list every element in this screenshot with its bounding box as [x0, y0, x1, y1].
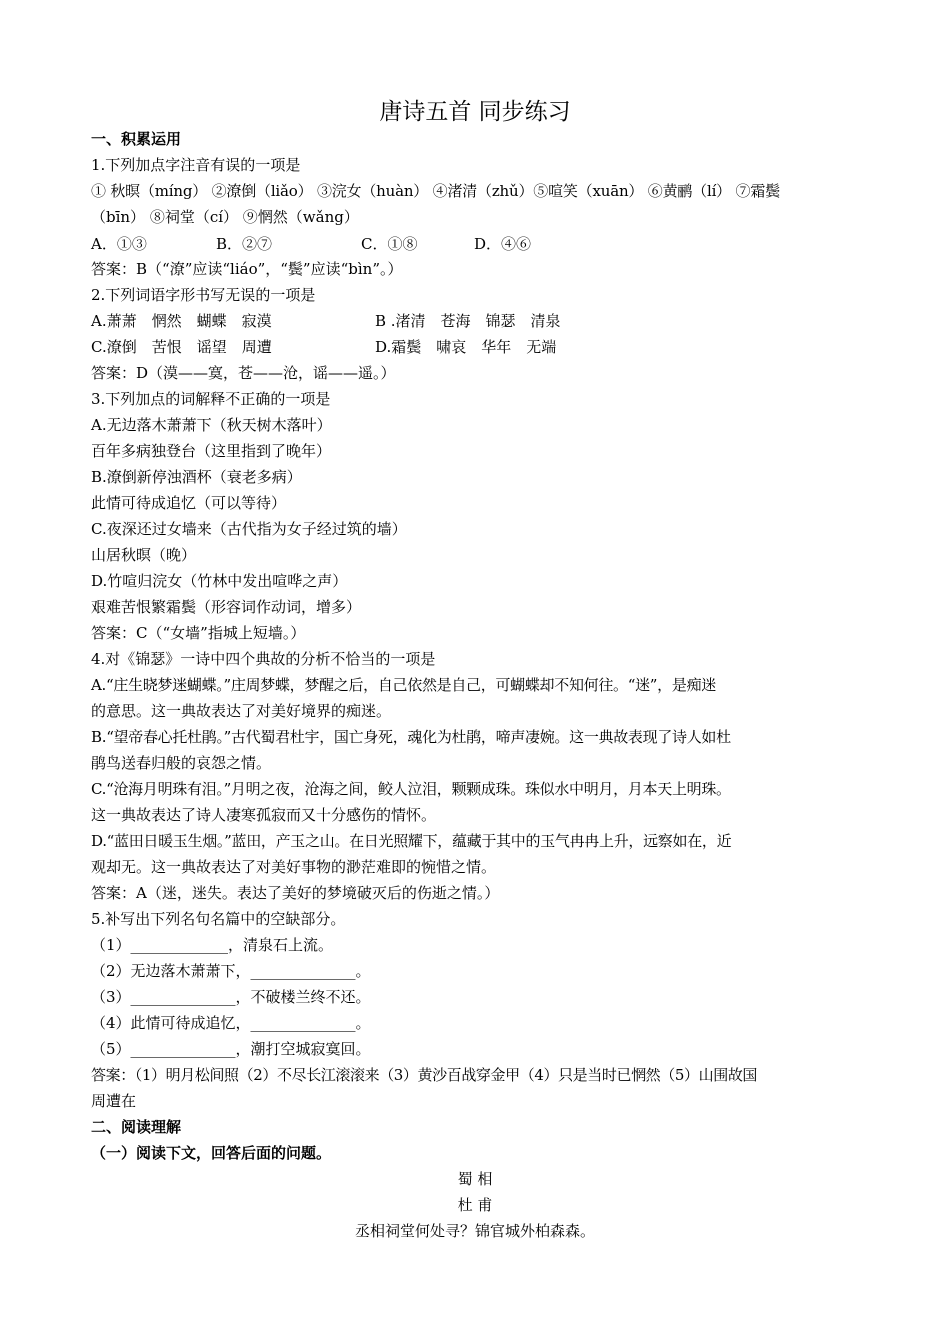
poem-line: 丞相祠堂何处寻？锦官城外柏森森。: [354, 1222, 595, 1240]
q5-blank-line: （1）_____________，清泉石上流。: [91, 936, 334, 954]
q4-line: B.“望帝春心托杜鹃。”古代蜀君杜宇，国亡身死，魂化为杜鹃，啼声凄婉。这一典故表现了诗人如杜: [91, 728, 731, 746]
q4-line: 鹃鸟送春归般的哀怨之情。: [91, 754, 272, 772]
q5-answer-cont: 周遭在: [91, 1092, 137, 1110]
q2-option-a: A.萧萧 惘然 蝴蝶 寂漠: [91, 312, 272, 330]
q3-answer: 答案：C（“女墙”指城上短墙。）: [91, 624, 306, 642]
q1-line-2: （bīn） ⑧祠堂（cí） ⑨惘然（wǎng）: [91, 208, 359, 226]
q4-line: 观却无。这一典故表达了对美好事物的渺茫难即的惋惜之情。: [91, 858, 497, 876]
q2-option-c: C.潦倒 苦恨 谣望 周遭: [91, 338, 272, 356]
q1-option-d: D．④⑥: [474, 235, 532, 253]
poem-author: 杜 甫: [457, 1196, 493, 1214]
section-heading-1: 一、积累运用: [91, 130, 182, 148]
q1-option-a: A．①③: [91, 235, 147, 253]
q4-answer: 答案：A（迷，迷失。表达了美好的梦境破灭后的伤逝之情。）: [91, 884, 500, 902]
q1-option-c: C．①⑧: [361, 235, 418, 253]
section-heading-2: 二、阅读理解: [91, 1118, 182, 1136]
q5-answer: 答案：（1）明月松间照（2）不尽长江滚滚来（3）黄沙百战穿金甲（4）只是当时已惘然（5）山围故国: [91, 1066, 758, 1084]
q2-answer: 答案：D（漠——寞，苍——沧，谣——遥。）: [91, 364, 396, 382]
q4-line: C.“沧海月明珠有泪。”月明之夜，沧海之间，鲛人泣泪，颗颗成珠。珠似水中明月，月本天上明珠。: [91, 780, 731, 798]
q1-stem: 1.下列加点字注音有误的一项是: [91, 156, 301, 174]
q5-blank-line: （3）______________，不破楼兰终不还。: [91, 988, 371, 1006]
q3-line: A.无边落木萧萧下（秋天树木落叶）: [91, 416, 332, 434]
q4-stem: 4.对《锦瑟》一诗中四个典故的分析不恰当的一项是: [91, 650, 436, 668]
q2-stem: 2.下列词语字形书写无误的一项是: [91, 286, 316, 304]
q3-line: 艰难苦恨繁霜鬓（形容词作动词，增多）: [91, 598, 362, 616]
q5-stem: 5.补写出下列名句名篇中的空缺部分。: [91, 910, 346, 928]
q2-option-d: D.霜鬓 啸哀 华年 无端: [375, 338, 557, 356]
q1-answer: 答案：B（“潦”应读“liáo”，“鬓”应读“bìn”。）: [91, 260, 403, 278]
poem-title: 蜀 相: [457, 1170, 493, 1188]
q4-line: 的意思。这一典故表达了对美好境界的痴迷。: [91, 702, 392, 720]
q3-stem: 3.下列加点的词解释不正确的一项是: [91, 390, 331, 408]
subsection-heading: （一）阅读下文，回答后面的问题。: [91, 1144, 332, 1162]
q2-option-b: B .渚清 苍海 锦瑟 清泉: [375, 312, 561, 330]
q4-line: A.“庄生晓梦迷蝴蝶。”庄周梦蝶，梦醒之后，自己依然是自己，可蝴蝶却不知何往。“迷”，是痴迷: [91, 676, 716, 694]
document-title: 唐诗五首 同步练习: [379, 99, 571, 125]
q3-line: 百年多病独登台（这里指到了晚年）: [91, 442, 332, 460]
q5-blank-line: （4）此情可待成追忆，______________。: [91, 1014, 371, 1032]
q4-line: 这一典故表达了诗人凄寒孤寂而又十分感伤的情怀。: [91, 806, 437, 824]
q1-option-b: B．②⑦: [216, 235, 273, 253]
q5-blank-line: （5）______________，潮打空城寂寞回。: [91, 1040, 371, 1058]
q3-line: D.竹喧归浣女（竹林中发出喧哗之声）: [91, 572, 348, 590]
q1-line-1: ① 秋暝（míng） ②潦倒（liǎo） ③浣女（huàn） ④渚清（zhǔ）⑤喧笑（xuān） ⑥黄鹂（lí） ⑦霜鬓: [91, 182, 780, 200]
q3-line: B.潦倒新停浊酒杯（衰老多病）: [91, 468, 302, 486]
q3-line: 此情可待成追忆（可以等待）: [91, 494, 287, 512]
q3-line: 山居秋暝（晚）: [91, 546, 197, 564]
q3-line: C.夜深还过女墙来（古代指为女子经过筑的墙）: [91, 520, 407, 538]
q5-blank-line: （2）无边落木萧萧下，______________。: [91, 962, 371, 980]
q4-line: D.“蓝田日暖玉生烟。”蓝田，产玉之山。在日光照耀下，蕴藏于其中的玉气冉冉上升，远察如在，近: [91, 832, 732, 850]
